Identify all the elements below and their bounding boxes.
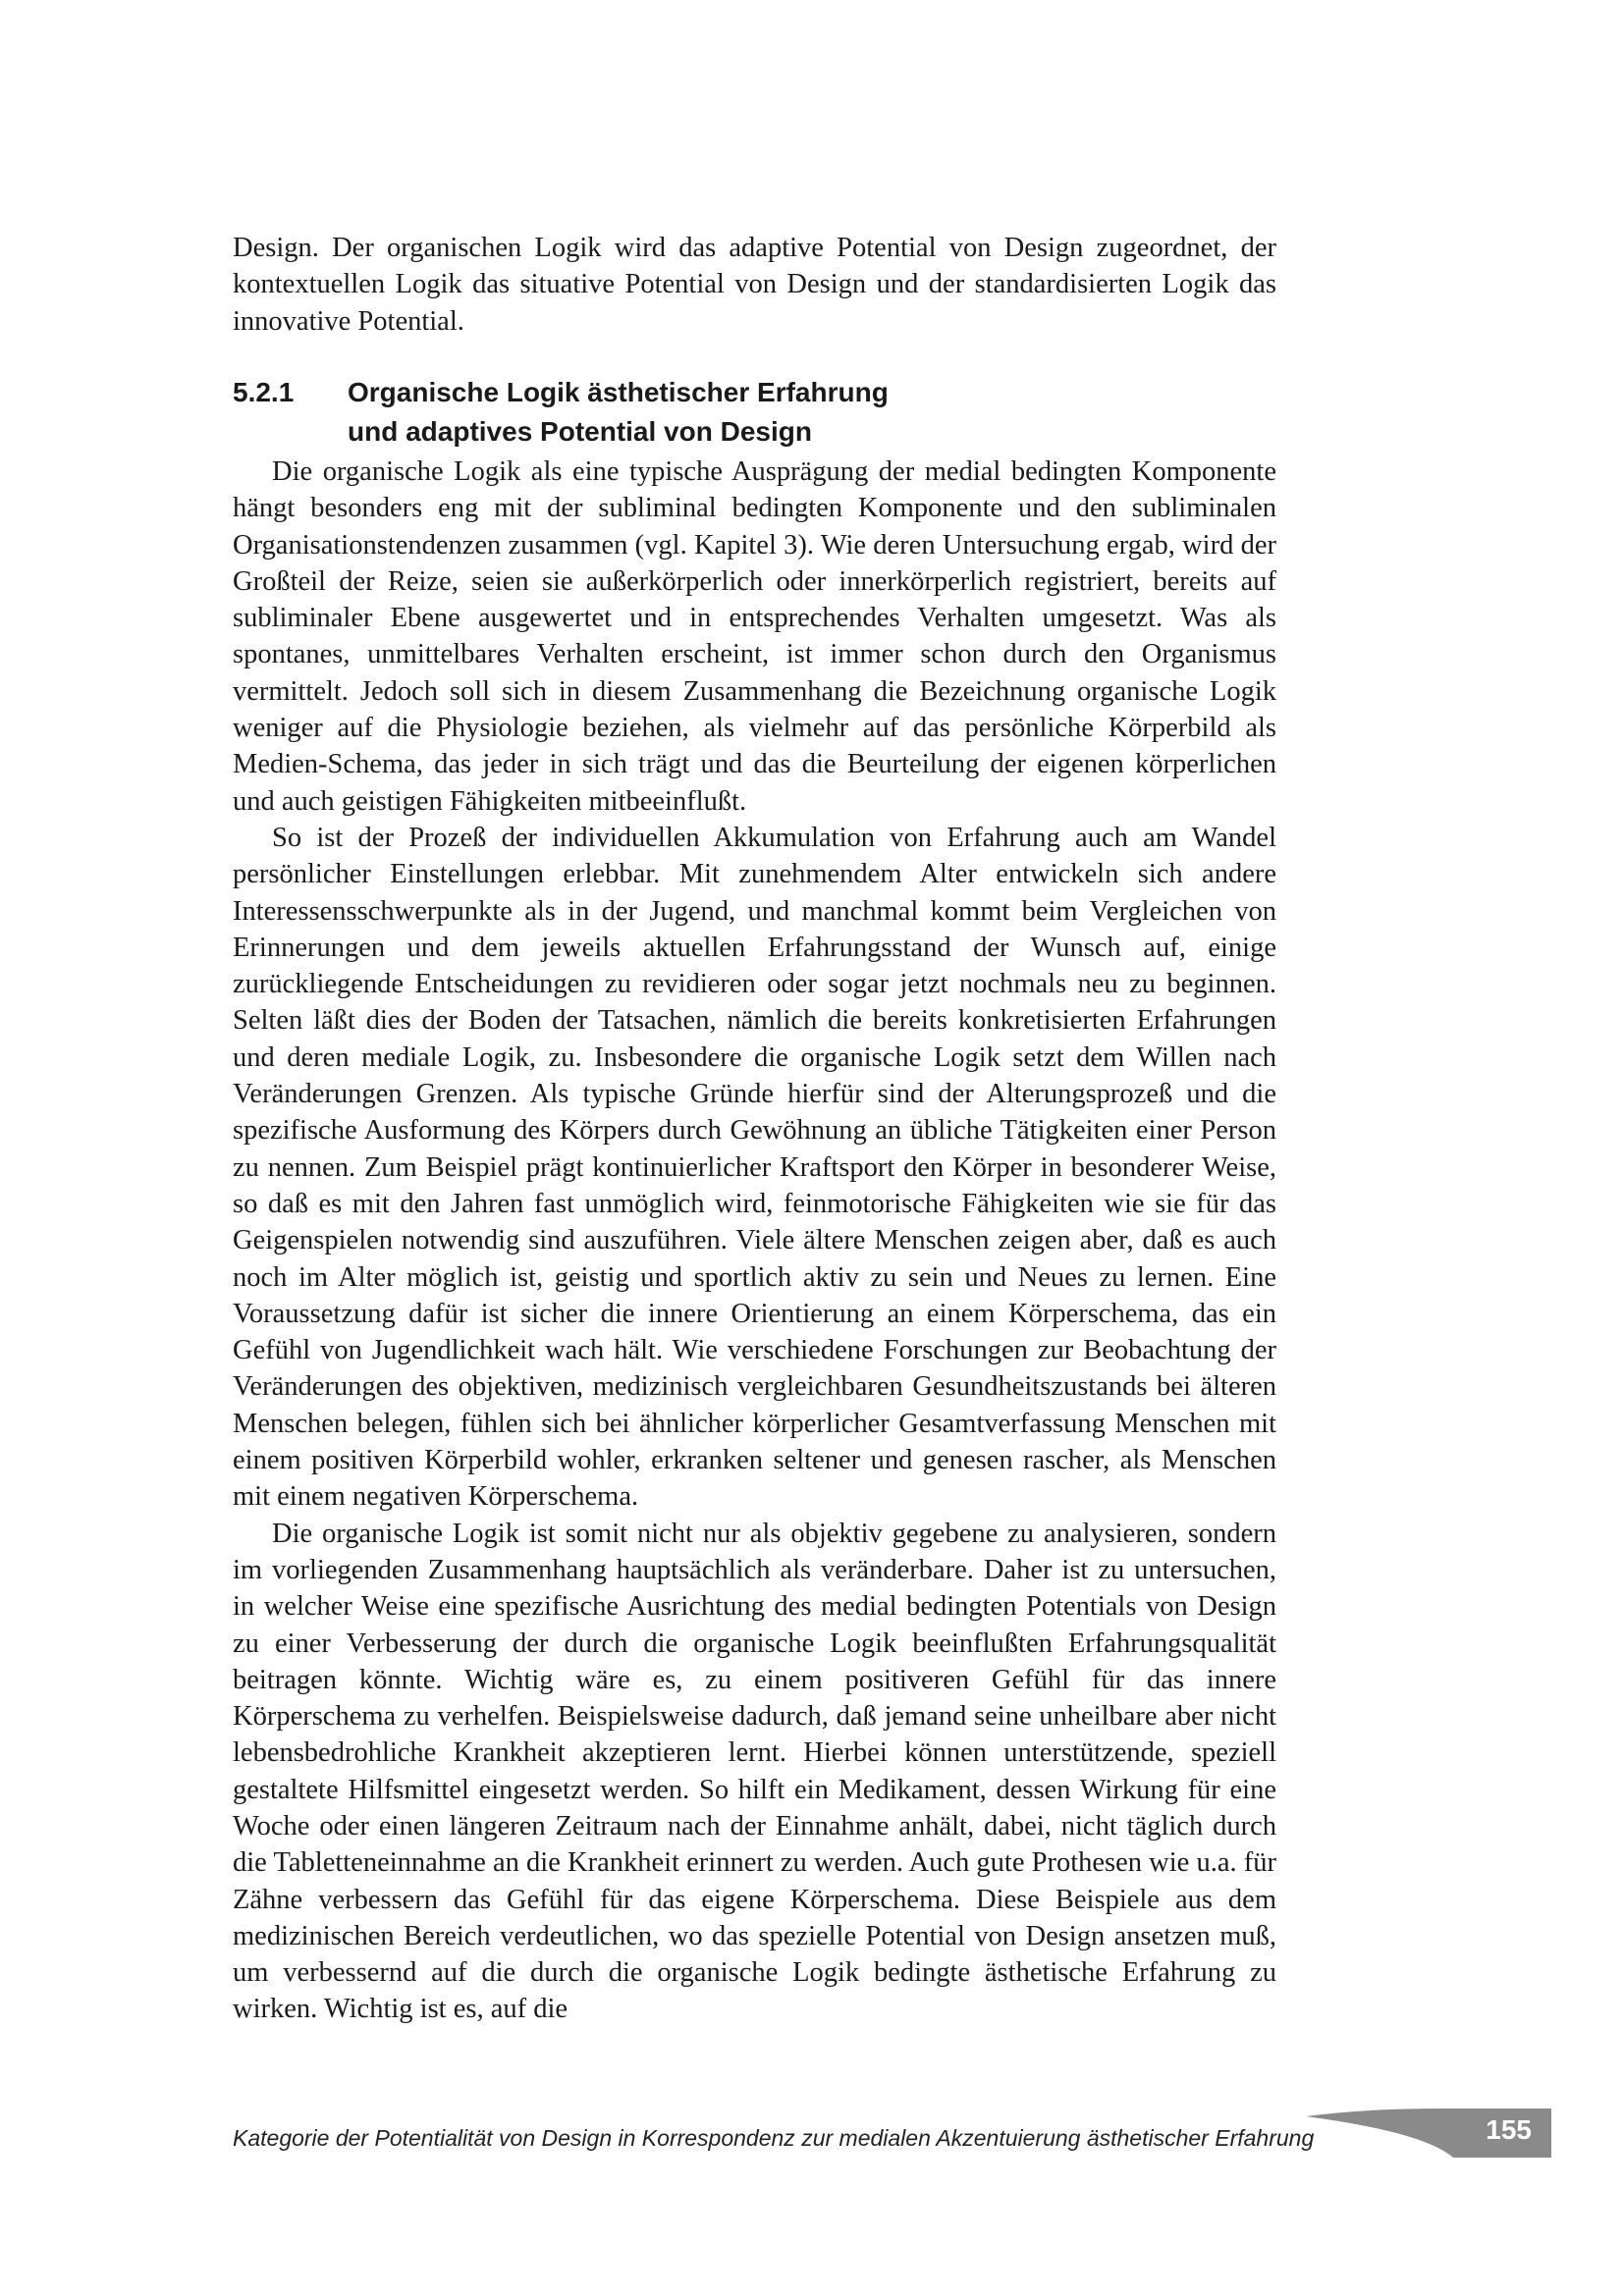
section-title-line1: Organische Logik ästhetischer Erfahrung bbox=[348, 377, 889, 407]
section-number: 5.2.1 bbox=[233, 377, 295, 407]
section-title bbox=[348, 373, 1276, 452]
body-paragraph-2: So ist der Prozeß der individuellen Akkumulation von Erfahrung auch am Wandel persönlicher Einstellungen erlebbar. Mit zunehmendem Alter entwickeln sich andere Interessensschwerpunkte als in der Jugend, und manchmal kommt beim Vergleichen von Erinnerungen und dem jeweils aktuellen Erfahrungsstand der Wunsch auf, einige zurückliegende Entscheidungen zu revidieren oder sogar jetzt nochmals neu zu beginnen. Selten läßt dies der Boden der Tatsachen, nämlich die bereits konkretisierten Erfahrungen und deren mediale Logik, zu. Insbesondere die organische Logik setzt dem Willen nach Veränderungen Grenzen. Als typische Gründe hierfür sind der Alterungsprozeß und die spezifische Ausformung des Körpers durch Gewöhnung an übliche Tätigkeiten einer Person zu nennen. Zum Beispiel prägt kontinuierlicher Kraftsport den Körper in besonderer Weise, so daß es mit den Jahren fast unmöglich wird, feinmotorische Fähigkeiten wie sie für das Geigenspielen notwendig sind auszuführen. Viele ältere Menschen zeigen aber, daß es auch noch im Alter möglich ist, geistig und sportlich aktiv zu sein und Neues zu lernen. Eine Voraussetzung dafür ist sicher die innere Orientierung an einem Körperschema, das ein Gefühl von Jugendlichkeit wach hält. Wie verschiedene Forschungen zur Beobachtung der Veränderungen des objektiven, medizinisch vergleichbaren Gesundheitszustands bei älteren Menschen belegen, fühlen sich bei ähnlicher körperlicher Gesamtverfassung Menschen mit einem positiven Körperbild wohler, erkranken seltener und genesen rascher, als Menschen mit einem negativen Körperschema. bbox=[233, 822, 1276, 1513]
section-heading bbox=[233, 373, 1276, 452]
body-text bbox=[233, 454, 1276, 2028]
intro-paragraph: Design. Der organischen Logik wird das adaptive Potential von Design zugeordnet, der kontextuellen Logik das situative Potential von Design und der standardisierten Logik das innovative Potential. bbox=[233, 233, 1276, 337]
body-paragraph-3: Die organische Logik ist somit nicht nur als objektiv gegebene zu analysieren, sondern im vorliegenden Zusammenhang hauptsächlich als veränderbare. Daher ist zu untersuchen, in welcher Weise eine spezifische Ausrichtung des medial bedingten Potentials von Design zu einer Verbesserung der durch die organische Logik beeinflußten Erfahrungsqualität beitragen könnte. Wichtig wäre es, zu einem positiveren Gefühl für das innere Körperschema zu verhelfen. Beispielsweise dadurch, daß jemand seine unheilbare aber nicht lebensbedrohliche Krankheit akzeptieren lernt. Hierbei können unterstützende, speziell gestaltete Hilfsmittel eingesetzt werden. So hilft ein Medikament, dessen Wirkung für eine Woche oder einen längeren Zeitraum nach der Einnahme anhält, dabei, nicht täglich durch die Tabletteneinnahme an die Krankheit erinnert zu werden. Auch gute Prothesen wie u.a. für Zähne verbessern das Gefühl für das eigene Körperschema. Diese Beispiele aus dem medizinischen Bereich verdeutlichen, wo das spezielle Potential von Design ansetzen muß, um verbessernd auf die durch die organische Logik bedingte ästhetische Erfahrung zu wirken. Wichtig ist es, auf die bbox=[233, 1518, 1276, 2025]
page-number-tab bbox=[1306, 2109, 1551, 2158]
running-footer-title: Kategorie der Potentialität von Design in Korrespondenz zur medialen Akzentuierung ästhetischer Erfahrung bbox=[233, 2125, 1315, 2151]
section-title-line2: und adaptives Potential von Design bbox=[348, 416, 812, 447]
page-number: 155 bbox=[1486, 2114, 1532, 2145]
intro-paragraph-block bbox=[233, 230, 1276, 340]
body-paragraph-1: Die organische Logik als eine typische Ausprägung der medial bedingten Komponente hängt besonders eng mit der subliminal bedingten Komponente und den subliminalen Organisationstendenzen zusammen (vgl. Kapitel 3). Wie deren Untersuchung ergab, wird der Großteil der Reize, seien sie außerkörperlich oder innerkörperlich registriert, bereits auf subliminaler Ebene ausgewertet und in entsprechendes Verhalten umgesetzt. Was als spontanes, unmittelbares Verhalten erscheint, ist immer schon durch den Organismus vermittelt. Jedoch soll sich in diesem Zusammenhang die Bezeichnung organische Logik weniger auf die Physiologie beziehen, als vielmehr auf das persönliche Körperbild als Medien-Schema, das jeder in sich trägt und das die Beurteilung der eigenen körperlichen und auch geistigen Fähigkeiten mitbeeinflußt. bbox=[233, 456, 1276, 817]
